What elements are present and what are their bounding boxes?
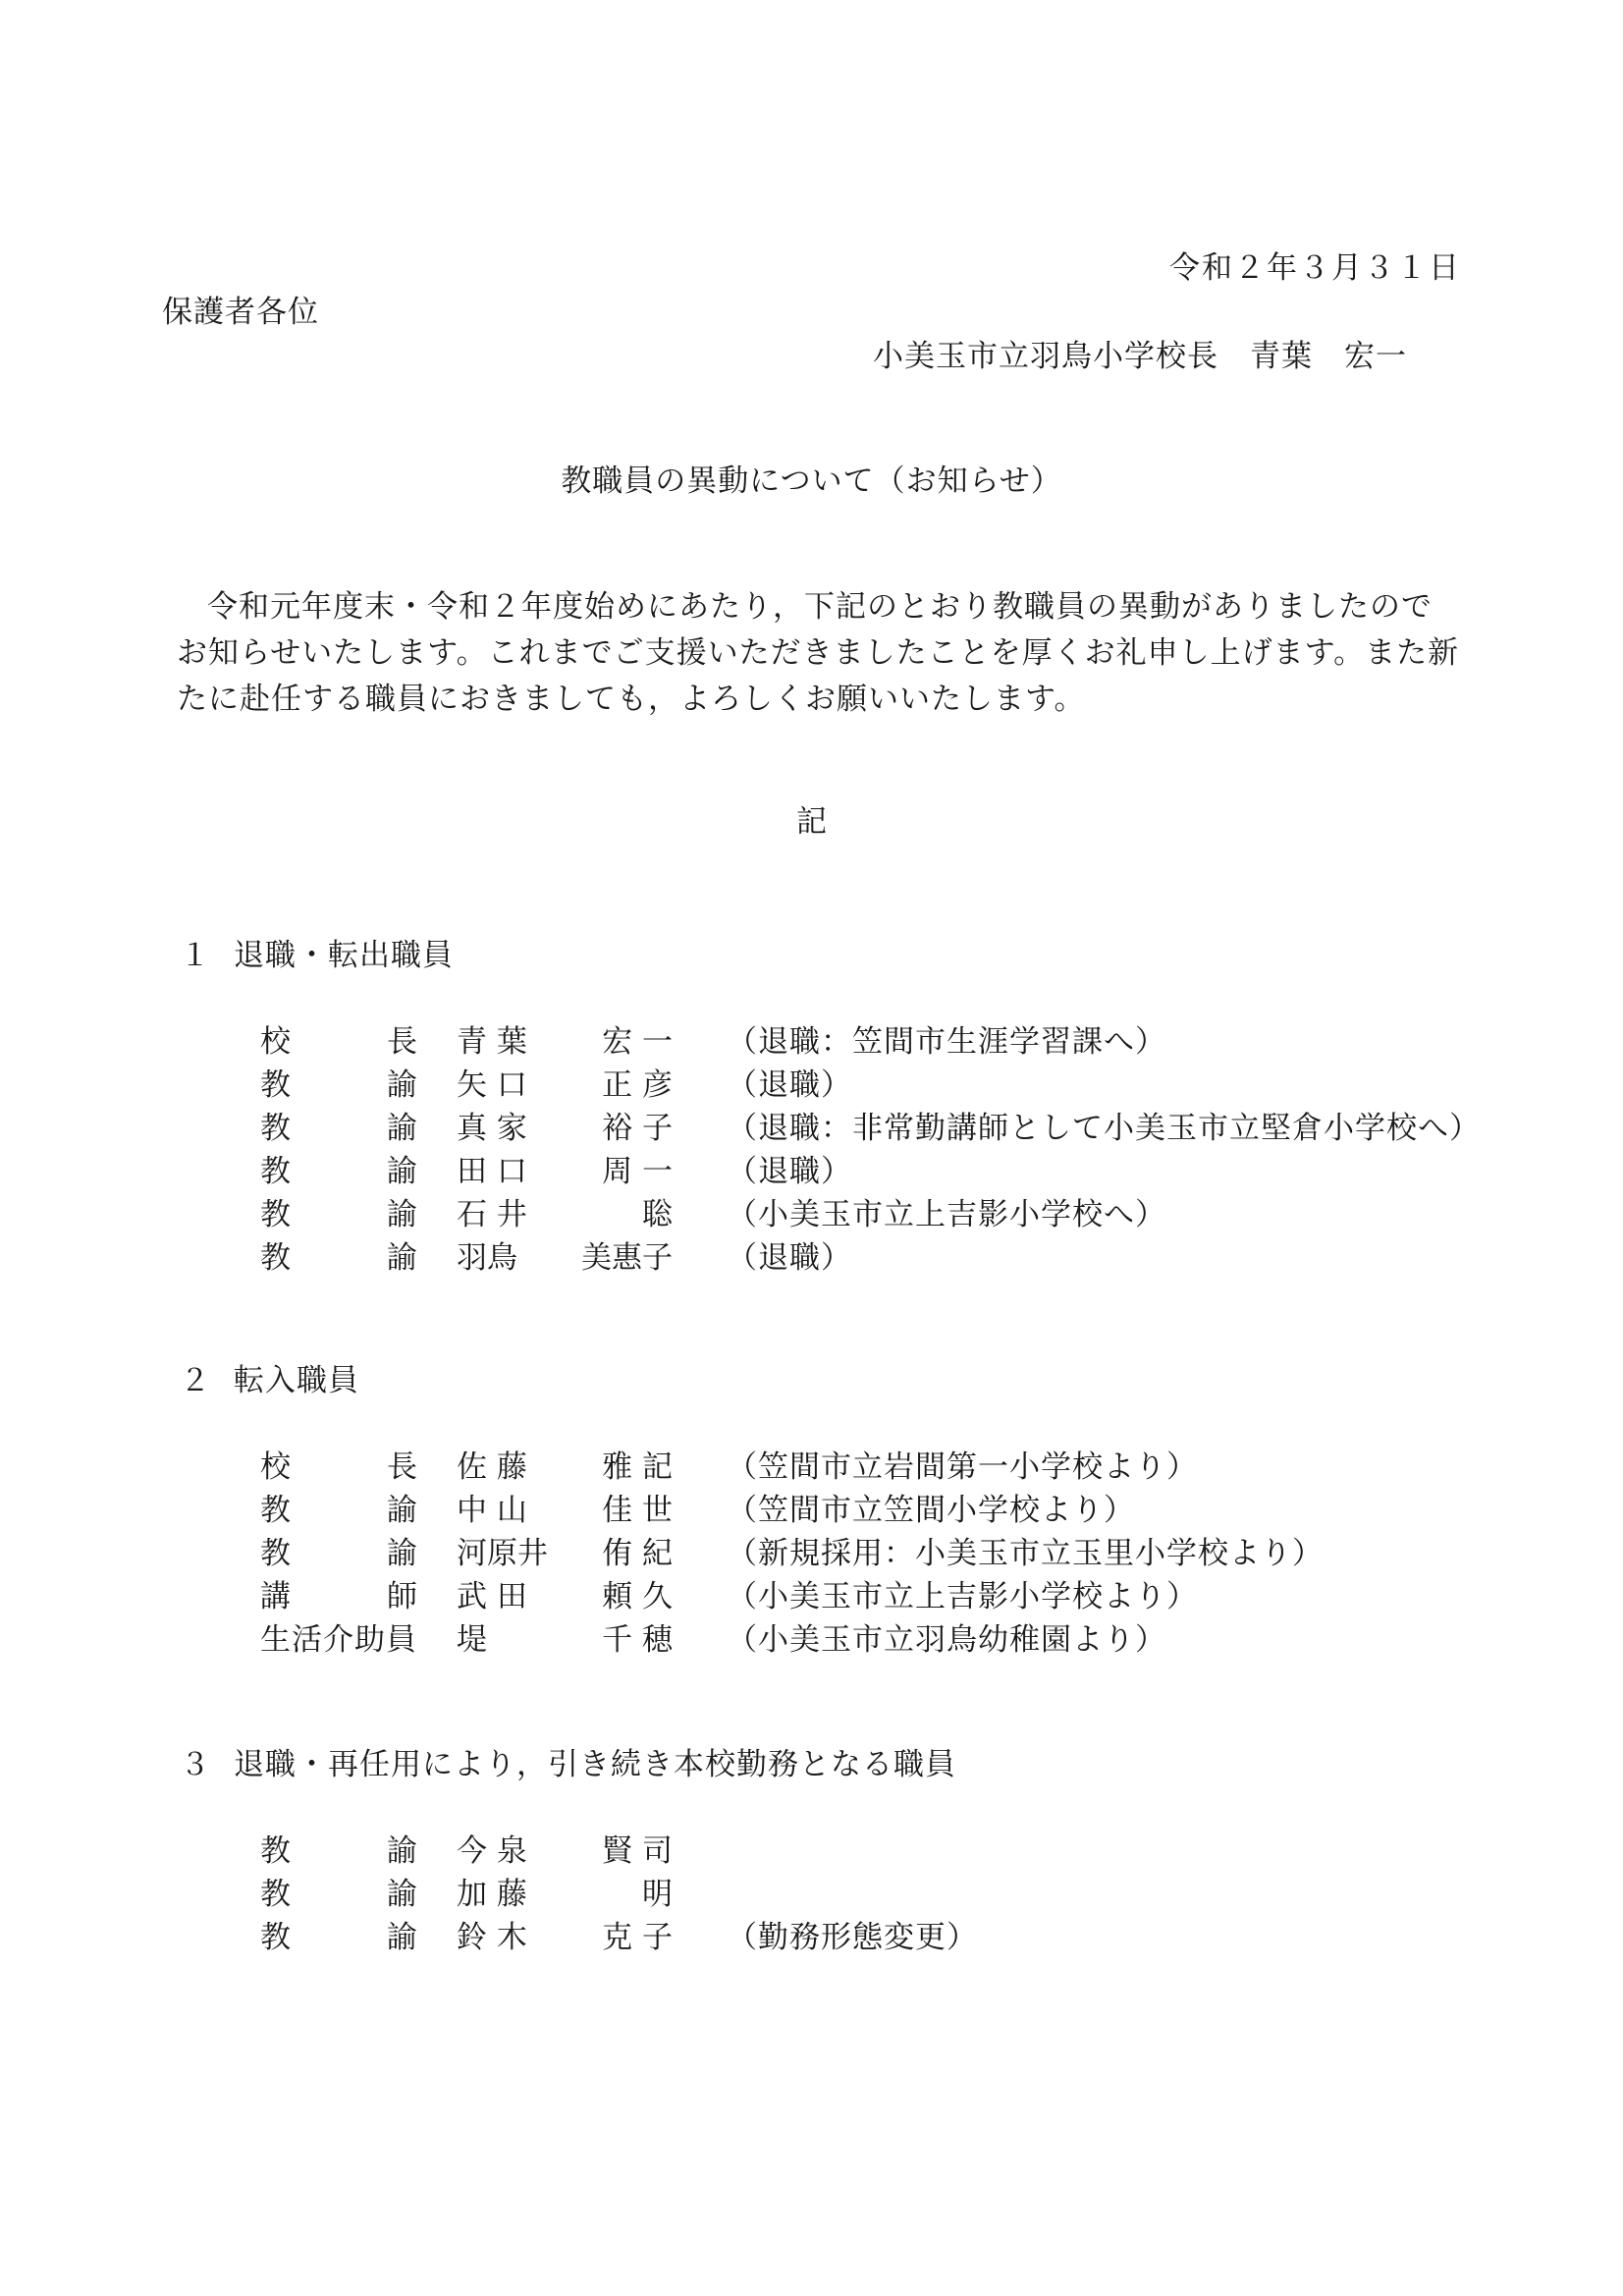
role-char: 師: [387, 1579, 417, 1614]
role-char: 諭: [387, 1877, 417, 1912]
staff-family-name: 今 泉: [457, 1833, 527, 1869]
document-date: 令和２年３月３１日: [1169, 250, 1461, 286]
staff-given-name: 侑 紀: [602, 1536, 673, 1571]
staff-role: [260, 1493, 417, 1528]
staff-name: [457, 1240, 673, 1276]
role-char: 諭: [387, 1240, 417, 1276]
section-heading: [180, 1363, 359, 1398]
staff-given-name: 周 一: [602, 1154, 673, 1189]
staff-given-name: 宏 一: [602, 1024, 673, 1060]
staff-family-name: 真 家: [457, 1111, 527, 1146]
staff-name: [457, 1622, 673, 1658]
staff-given-name: 雅 記: [602, 1449, 673, 1485]
staff-role: [260, 1833, 417, 1869]
staff-name: [457, 1067, 673, 1103]
staff-given-name: 美惠子: [581, 1240, 673, 1276]
role-char: 諭: [387, 1197, 417, 1232]
role-char: 諭: [387, 1154, 417, 1189]
role-char: 長: [387, 1024, 417, 1060]
role-char: 教: [260, 1067, 291, 1103]
staff-given-name: 明: [642, 1877, 673, 1912]
staff-name: [457, 1877, 673, 1912]
role-char: 教: [260, 1493, 291, 1528]
staff-role: [260, 1449, 417, 1485]
staff-note: （小美玉市立羽鳥幼稚園より）: [727, 1622, 1166, 1658]
staff-note: （小美玉市立上吉影小学校へ）: [727, 1197, 1166, 1232]
staff-note: （笠間市立笠間小学校より）: [727, 1493, 1135, 1528]
role-char: 諭: [387, 1920, 417, 1955]
staff-family-name: 矢 口: [457, 1067, 527, 1103]
sender: 小美玉市立羽鳥小学校長 青葉 宏一: [873, 339, 1407, 374]
role-char: 諭: [387, 1111, 417, 1146]
staff-family-name: 堤: [457, 1622, 487, 1658]
staff-given-name: 千 穂: [602, 1622, 673, 1658]
staff-note: （小美玉市立上吉影小学校より）: [727, 1579, 1198, 1614]
role-char: 諭: [387, 1536, 417, 1571]
role-char: 教: [260, 1536, 291, 1571]
staff-role: [260, 1067, 417, 1103]
staff-role: [260, 1877, 417, 1912]
staff-note: （新規採用：小美玉市立玉里小学校より）: [727, 1536, 1324, 1571]
staff-family-name: 加 藤: [457, 1877, 527, 1912]
staff-family-name: 河原井: [457, 1536, 548, 1571]
role-char: 教: [260, 1240, 291, 1276]
document-title: 教職員の異動について（お知らせ）: [561, 464, 1062, 499]
staff-family-name: 佐 藤: [457, 1449, 527, 1485]
section-number: ３: [180, 1747, 211, 1782]
staff-name: [457, 1493, 673, 1528]
staff-name: [457, 1024, 673, 1060]
staff-given-name: 聡: [642, 1197, 673, 1232]
staff-note: （退職）: [727, 1067, 852, 1103]
body-paragraph: 令和元年度末・令和２年度始めにあたり，下記のとおり教職員の異動がありましたのでお知らせいたします。これまでご支援いただきましたことを厚くお礼申し上げます。また新たに赴任する職員におきましても，よろしくお願いいたします。: [177, 589, 1460, 717]
staff-role: [260, 1154, 417, 1189]
ki-mark: 記: [796, 804, 827, 840]
staff-name: [457, 1111, 673, 1146]
role-char: 諭: [387, 1833, 417, 1869]
staff-name: [457, 1833, 673, 1869]
role-char: 教: [260, 1197, 291, 1232]
staff-family-name: 武 田: [457, 1579, 527, 1614]
staff-name: [457, 1449, 673, 1485]
section-heading: [180, 938, 454, 973]
staff-given-name: 裕 子: [602, 1111, 673, 1146]
staff-role: [260, 1111, 417, 1146]
staff-given-name: 頼 久: [602, 1579, 673, 1614]
staff-name: [457, 1579, 673, 1614]
role-char: 教: [260, 1920, 291, 1955]
staff-note: （勤務形態変更）: [727, 1920, 978, 1955]
staff-family-name: 中 山: [457, 1493, 527, 1528]
staff-note: （退職）: [727, 1240, 852, 1276]
role-char: 生活介助員: [260, 1622, 417, 1658]
section-title: 退職・転出職員: [234, 938, 454, 973]
staff-role: [260, 1240, 417, 1276]
staff-note: （退職）: [727, 1154, 852, 1189]
staff-name: [457, 1920, 673, 1955]
staff-family-name: 鈴 木: [457, 1920, 527, 1955]
section-title: 転入職員: [234, 1363, 359, 1398]
role-char: 諭: [387, 1493, 417, 1528]
staff-given-name: 賢 司: [602, 1833, 673, 1869]
staff-family-name: 羽鳥: [457, 1240, 517, 1276]
section-heading: [180, 1747, 956, 1782]
section-title: 退職・再任用により，引き続き本校勤務となる職員: [234, 1747, 956, 1782]
staff-note: （退職：非常勤講師として小美玉市立堅倉小学校へ）: [727, 1111, 1481, 1146]
staff-role: [260, 1622, 417, 1658]
staff-note: （退職：笠間市生涯学習課へ）: [727, 1024, 1166, 1060]
staff-name: [457, 1536, 673, 1571]
staff-family-name: 青 葉: [457, 1024, 527, 1060]
recipient: 保護者各位: [162, 295, 319, 330]
role-char: 長: [387, 1449, 417, 1485]
staff-role: [260, 1024, 417, 1060]
staff-name: [457, 1197, 673, 1232]
role-char: 校: [260, 1449, 291, 1485]
section-number: ２: [180, 1363, 211, 1398]
staff-role: [260, 1920, 417, 1955]
role-char: 教: [260, 1877, 291, 1912]
section-number: １: [180, 938, 211, 973]
role-char: 諭: [387, 1067, 417, 1103]
role-char: 校: [260, 1024, 291, 1060]
staff-name: [457, 1154, 673, 1189]
staff-role: [260, 1579, 417, 1614]
role-char: 教: [260, 1111, 291, 1146]
staff-family-name: 田 口: [457, 1154, 527, 1189]
staff-note: （笠間市立岩間第一小学校より）: [727, 1449, 1198, 1485]
staff-role: [260, 1536, 417, 1571]
staff-given-name: 正 彦: [602, 1067, 673, 1103]
staff-family-name: 石 井: [457, 1197, 527, 1232]
role-char: 講: [260, 1579, 291, 1614]
staff-given-name: 佳 世: [602, 1493, 673, 1528]
staff-role: [260, 1197, 417, 1232]
role-char: 教: [260, 1154, 291, 1189]
role-char: 教: [260, 1833, 291, 1869]
staff-given-name: 克 子: [602, 1920, 673, 1955]
